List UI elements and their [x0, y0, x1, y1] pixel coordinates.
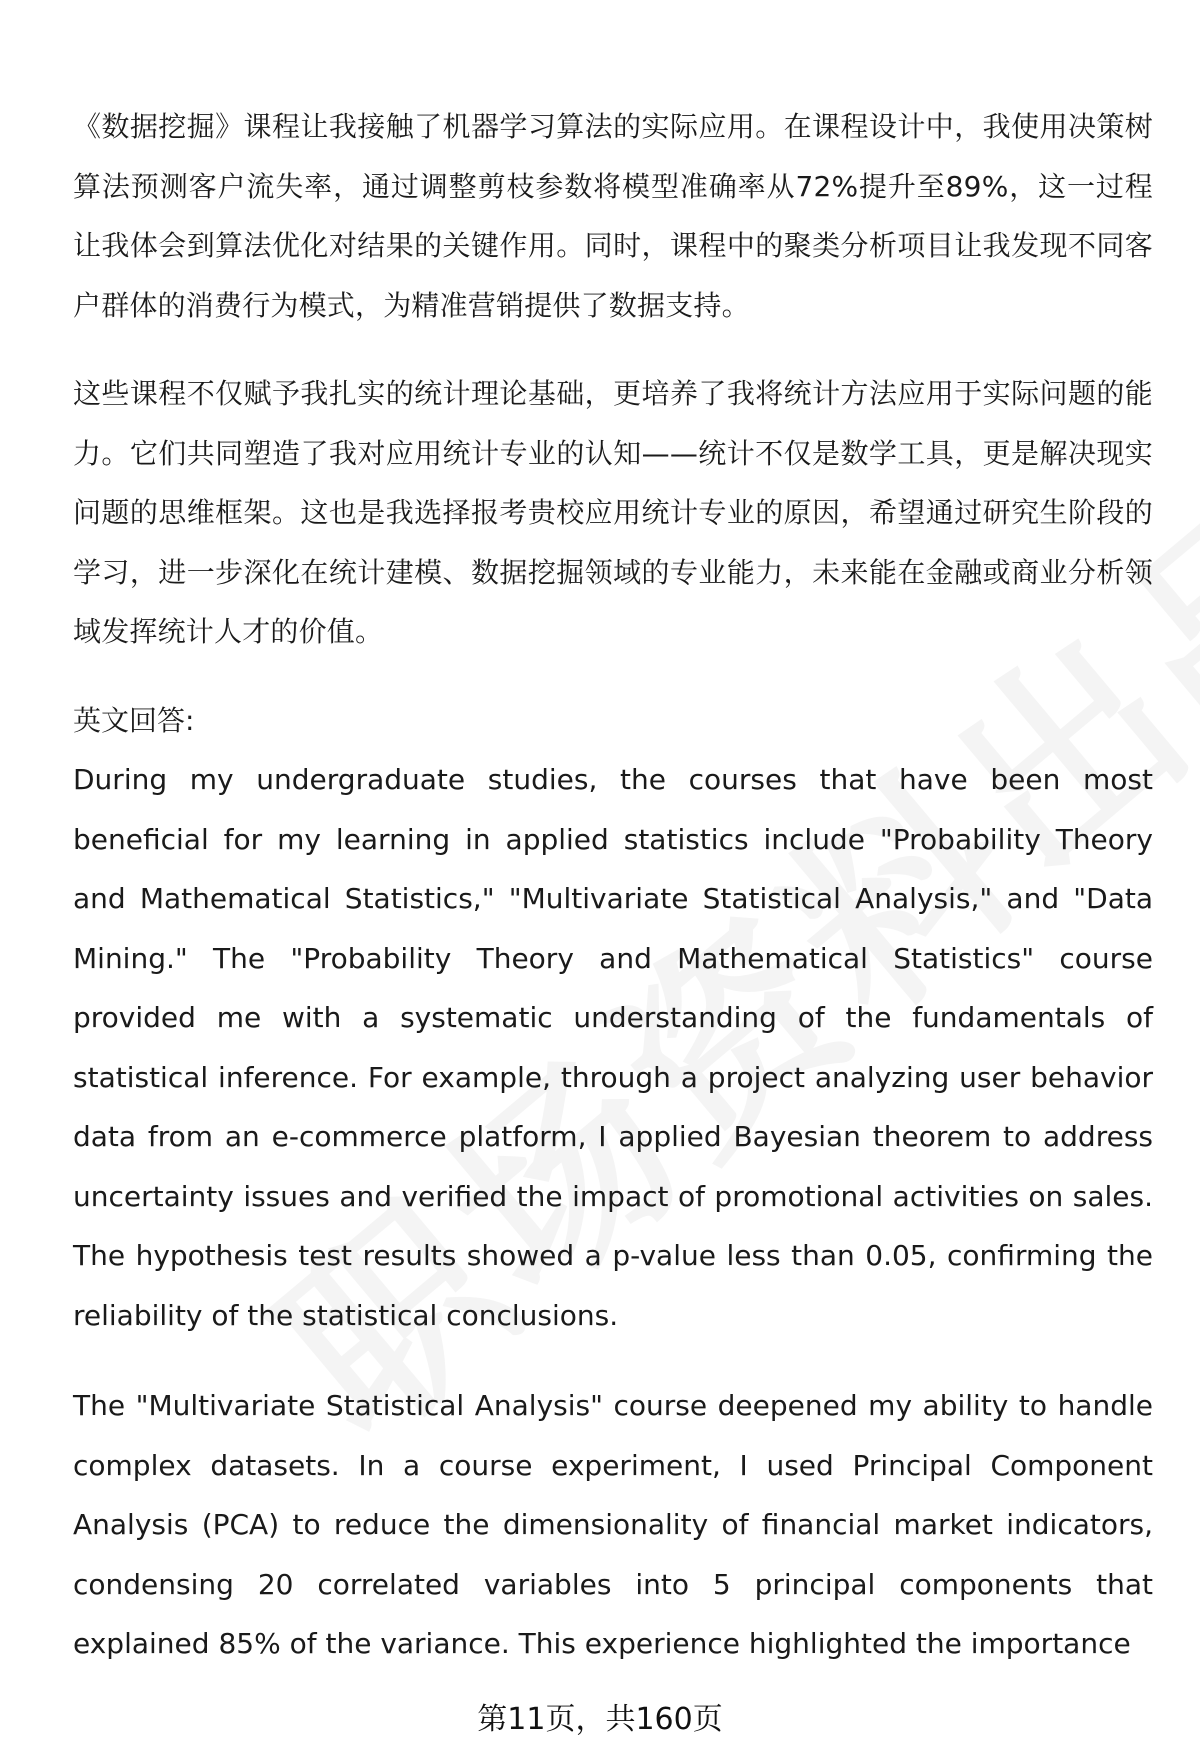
paragraph-en-1: During my undergraduate studies, the courses that have been most beneficial for my learning in applied statistics include "Probability Theory and Mathematical Statistics," "Multivariate Statistical Analysis," and "Data Mining." The "Probability Theory and Mathematical Statistics" course provided me with a systematic understanding of the fundamentals of statistical inference. For example, through a project analyzing user behavior data from an e-commerce platform, I applied Bayesian theorem to address uncertainty issues and verified the impact of promotional activities on sales. The hypothesis test results showed a p-value less than 0.05, confirming the reliability of the statistical conclusions.: [73, 763, 1153, 1332]
paragraph-zh-2: 这些课程不仅赋予我扎实的统计理论基础，更培养了我将统计方法应用于实际问题的能力。它们共同塑造了我对应用统计专业的认知——统计不仅是数学工具，更是解决现实问题的思维框架。这也是我选择报考贵校应用统计专业的原因，希望通过研究生阶段的学习，进一步深化在统计建模、数据挖掘领域的专业能力，未来能在金融或商业分析领域发挥统计人才的价值。: [73, 377, 1153, 648]
paragraph-en-2: The "Multivariate Statistical Analysis" course deepened my ability to handle complex datasets. In a course experiment, I used Principal Component Analysis (PCA) to reduce the dimensionality of financial market indicators, condensing 20 correlated variables into 5 principal components that explained 85% of the variance. This experience highlighted the importance: [73, 1389, 1153, 1660]
english-answer-heading: 英文回答:: [73, 703, 195, 737]
page-number-footer: 第11页，共160页: [477, 1702, 723, 1737]
document-body: [73, 97, 1153, 1674]
paragraph-zh-1: 《数据挖掘》课程让我接触了机器学习算法的实际应用。在课程设计中，我使用决策树算法预测客户流失率，通过调整剪枝参数将模型准确率从72%提升至89%，这一过程让我体会到算法优化对结果的关键作用。同时，课程中的聚类分析项目让我发现不同客户群体的消费行为模式，为精准营销提供了数据支持。: [73, 110, 1153, 322]
